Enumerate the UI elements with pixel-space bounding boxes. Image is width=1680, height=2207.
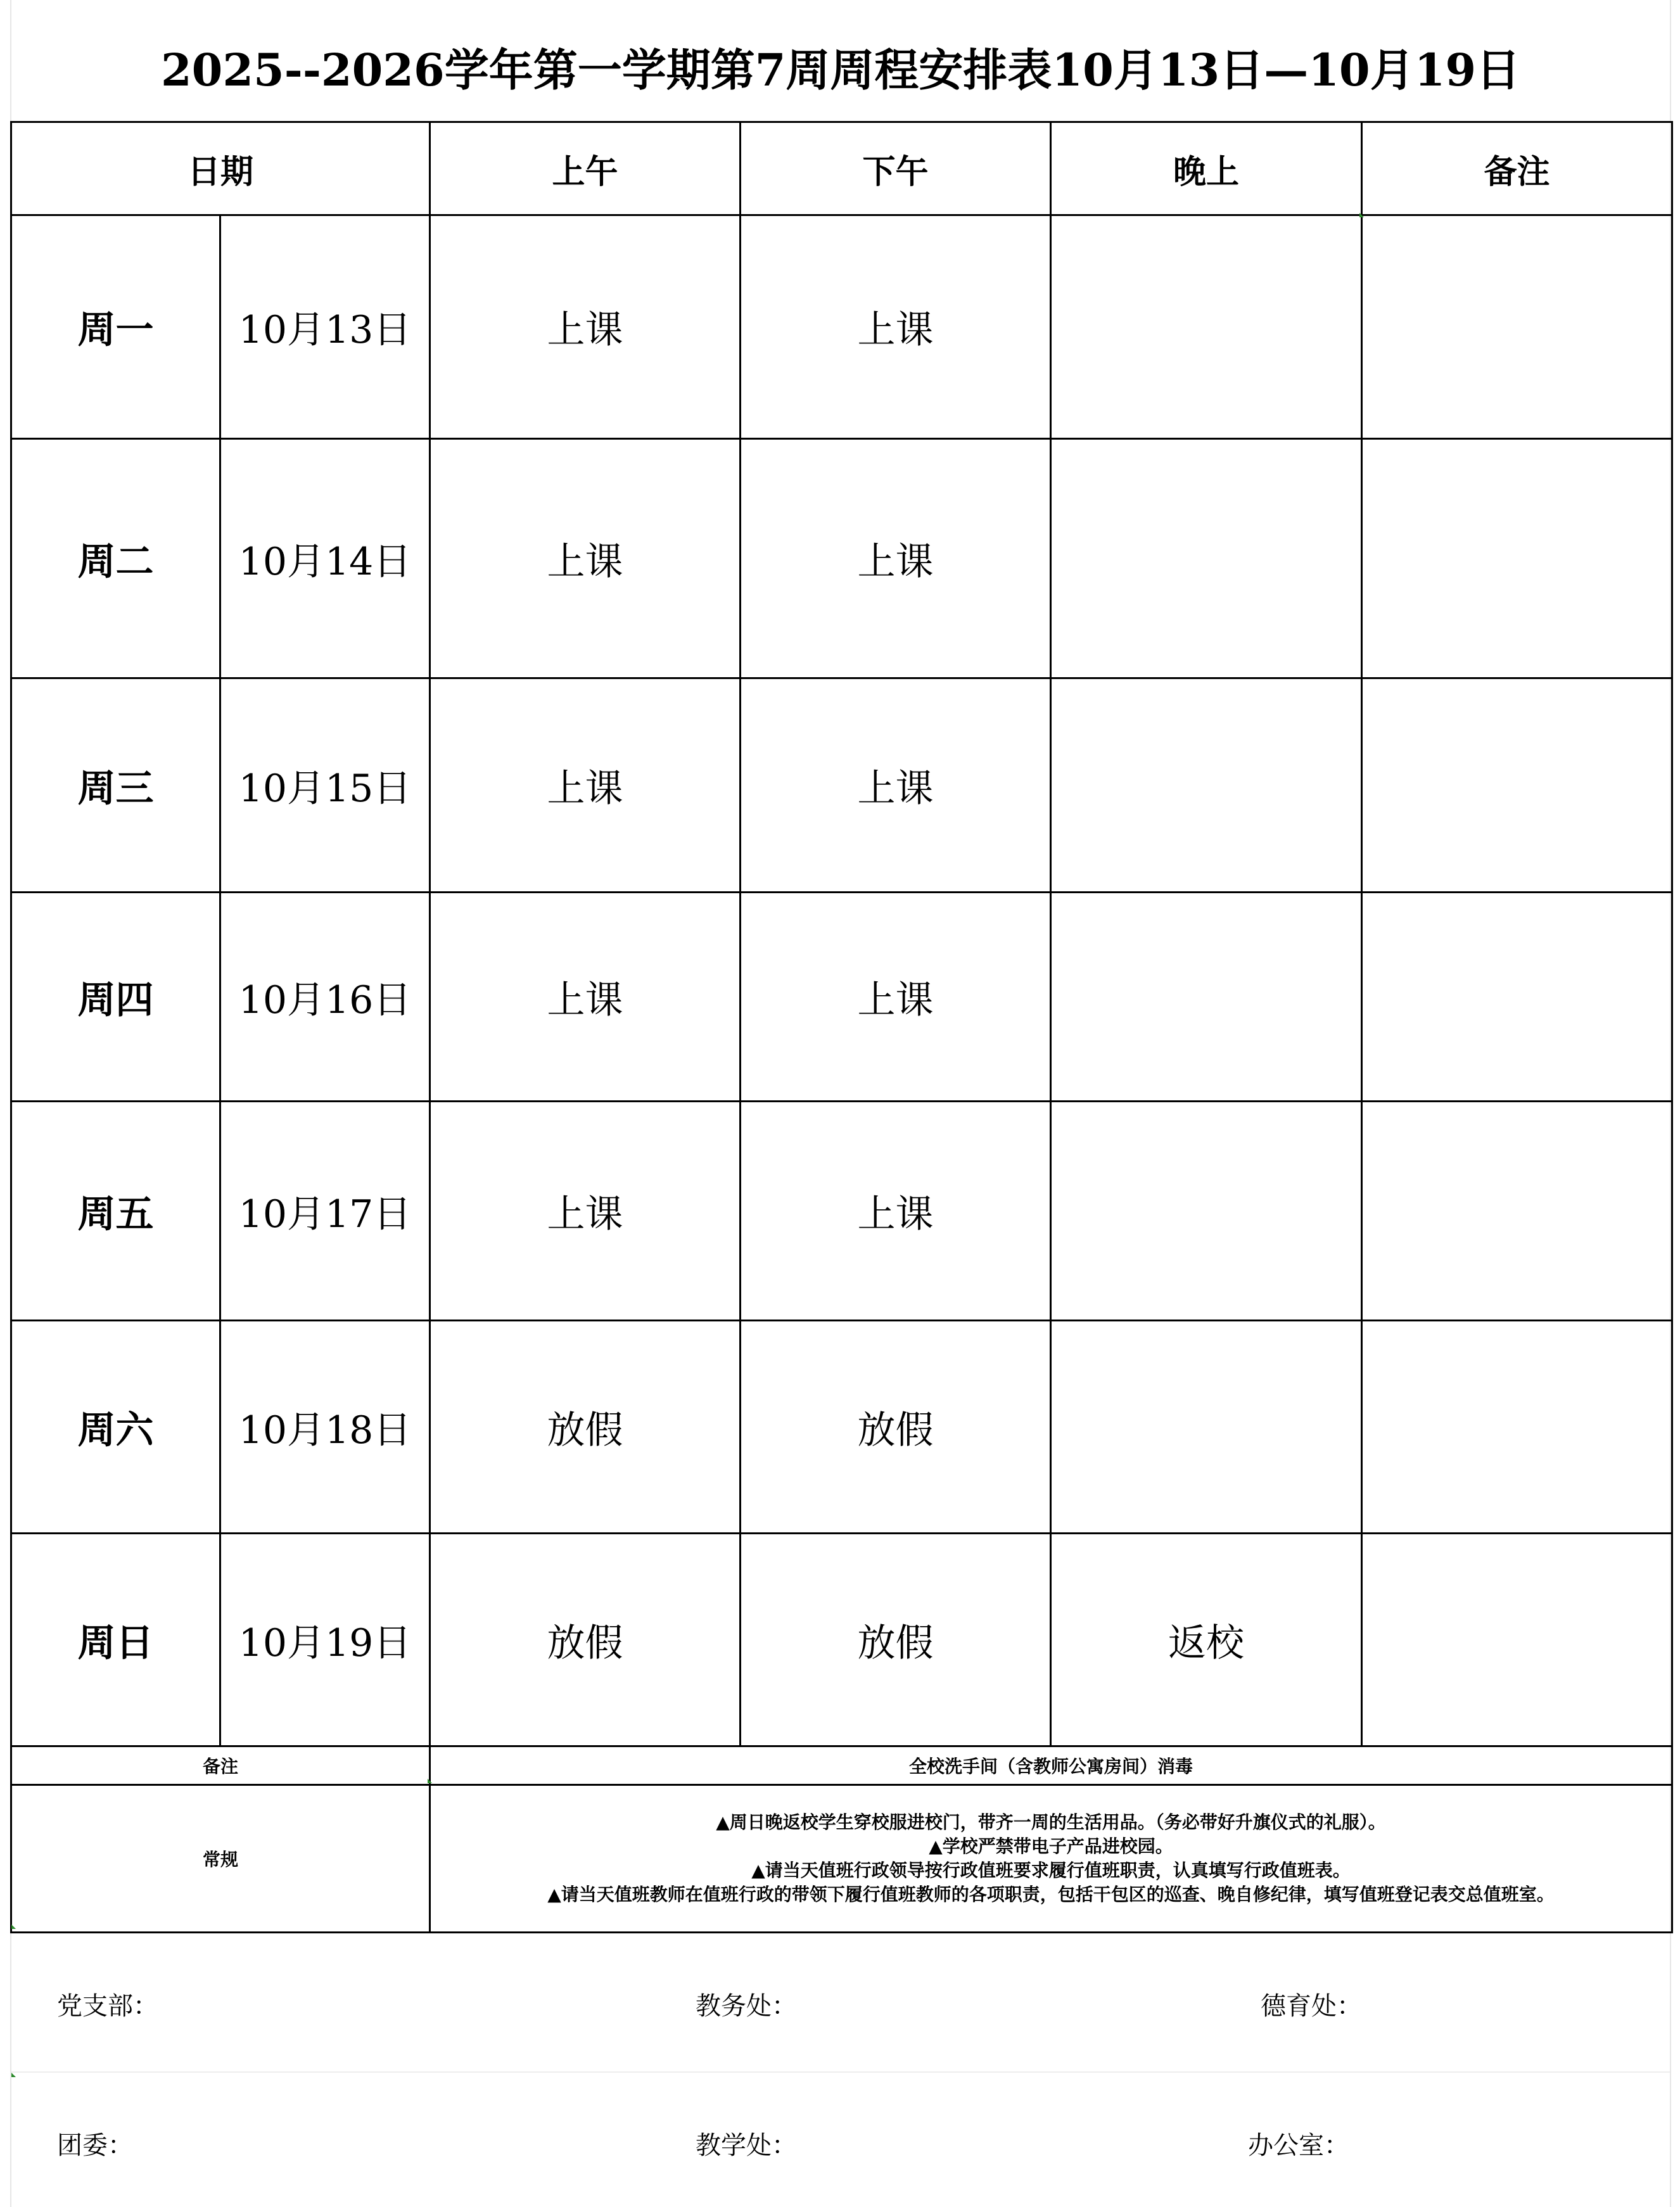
note-row bbox=[11, 1746, 1672, 1785]
date-cell: 10月13日 bbox=[220, 215, 430, 439]
weekday-cell: 周四 bbox=[11, 893, 220, 1102]
afternoon-cell: 上课 bbox=[741, 893, 1051, 1102]
note-text: 全校洗手间（含教师公寓房间）消毒 bbox=[430, 1746, 1672, 1785]
remarks-cell bbox=[1362, 1321, 1672, 1534]
morning-cell: 上课 bbox=[430, 1102, 741, 1321]
table-row bbox=[11, 1102, 1672, 1321]
cell-marker bbox=[11, 2073, 16, 2077]
morning-cell: 放假 bbox=[430, 1534, 741, 1746]
routine-row bbox=[11, 1785, 1672, 1933]
header-date: 日期 bbox=[11, 122, 430, 215]
remarks-cell bbox=[1362, 1534, 1672, 1746]
date-cell: 10月19日 bbox=[220, 1534, 430, 1746]
afternoon-cell: 上课 bbox=[741, 215, 1051, 439]
weekday-cell: 周三 bbox=[11, 678, 220, 893]
table-row bbox=[11, 439, 1672, 678]
signature-moral-education: 德育处： bbox=[1261, 1992, 1362, 2021]
morning-cell: 上课 bbox=[430, 215, 741, 439]
evening-cell bbox=[1051, 439, 1362, 678]
afternoon-cell: 上课 bbox=[741, 678, 1051, 893]
morning-cell: 上课 bbox=[430, 678, 741, 893]
weekday-cell: 周六 bbox=[11, 1321, 220, 1534]
evening-cell bbox=[1051, 1321, 1362, 1534]
table-row bbox=[11, 678, 1672, 893]
remarks-cell bbox=[1362, 678, 1672, 893]
routine-line: ▲请当天值班教师在值班行政的带领下履行值班教师的各项职责，包括干包区的巡查、晚自修纪律，填写值班登记表交总值班室。 bbox=[547, 1884, 1555, 1905]
signature-academic-affairs: 教务处： bbox=[696, 1992, 797, 2021]
date-cell: 10月16日 bbox=[220, 893, 430, 1102]
remarks-cell bbox=[1362, 215, 1672, 439]
weekly-schedule-table bbox=[10, 121, 1673, 1933]
table-row bbox=[11, 893, 1672, 1102]
signature-party-branch: 党支部： bbox=[57, 1992, 158, 2021]
evening-cell bbox=[1051, 893, 1362, 1102]
table-row bbox=[11, 215, 1672, 439]
date-cell: 10月18日 bbox=[220, 1321, 430, 1534]
table-row bbox=[11, 1534, 1672, 1746]
signature-teaching-office: 教学处： bbox=[696, 2131, 797, 2160]
note-label: 备注 bbox=[11, 1746, 430, 1785]
afternoon-cell: 上课 bbox=[741, 1102, 1051, 1321]
weekday-cell: 周五 bbox=[11, 1102, 220, 1321]
weekday-cell: 周日 bbox=[11, 1534, 220, 1746]
afternoon-cell: 上课 bbox=[741, 439, 1051, 678]
date-cell: 10月17日 bbox=[220, 1102, 430, 1321]
header-row bbox=[11, 122, 1672, 215]
routine-label: 常规 bbox=[11, 1785, 430, 1933]
signature-divider bbox=[11, 2071, 1670, 2073]
date-cell: 10月15日 bbox=[220, 678, 430, 893]
morning-cell: 上课 bbox=[430, 893, 741, 1102]
cell-marker bbox=[11, 1924, 16, 1929]
signature-general-office: 办公室： bbox=[1248, 2131, 1349, 2160]
header-evening: 晚上 bbox=[1051, 122, 1362, 215]
table-row bbox=[11, 1321, 1672, 1534]
evening-cell bbox=[1051, 215, 1362, 439]
header-morning: 上午 bbox=[430, 122, 741, 215]
routine-content bbox=[430, 1785, 1672, 1933]
remarks-cell bbox=[1362, 1102, 1672, 1321]
evening-cell bbox=[1051, 1102, 1362, 1321]
cell-marker bbox=[428, 1779, 432, 1783]
header-remarks: 备注 bbox=[1362, 122, 1672, 215]
routine-line: ▲周日晚返校学生穿校服进校门，带齐一周的生活用品。（务必带好升旗仪式的礼服）。 bbox=[716, 1812, 1386, 1833]
weekday-cell: 周一 bbox=[11, 215, 220, 439]
routine-line: ▲学校严禁带电子产品进校园。 bbox=[929, 1836, 1173, 1857]
afternoon-cell: 放假 bbox=[741, 1321, 1051, 1534]
date-cell: 10月14日 bbox=[220, 439, 430, 678]
afternoon-cell: 放假 bbox=[741, 1534, 1051, 1746]
remarks-cell bbox=[1362, 439, 1672, 678]
routine-line: ▲请当天值班行政领导按行政值班要求履行值班职责，认真填写行政值班表。 bbox=[751, 1860, 1351, 1881]
evening-cell: 返校 bbox=[1051, 1534, 1362, 1746]
remarks-cell bbox=[1362, 893, 1672, 1102]
evening-cell bbox=[1051, 678, 1362, 893]
signature-youth-league: 团委： bbox=[57, 2131, 133, 2160]
morning-cell: 放假 bbox=[430, 1321, 741, 1534]
cell-marker bbox=[1359, 213, 1364, 217]
weekday-cell: 周二 bbox=[11, 439, 220, 678]
morning-cell: 上课 bbox=[430, 439, 741, 678]
page-title: 2025--2026学年第一学期第7周周程安排表10月13日—10月19日 bbox=[160, 43, 1521, 96]
header-afternoon: 下午 bbox=[741, 122, 1051, 215]
